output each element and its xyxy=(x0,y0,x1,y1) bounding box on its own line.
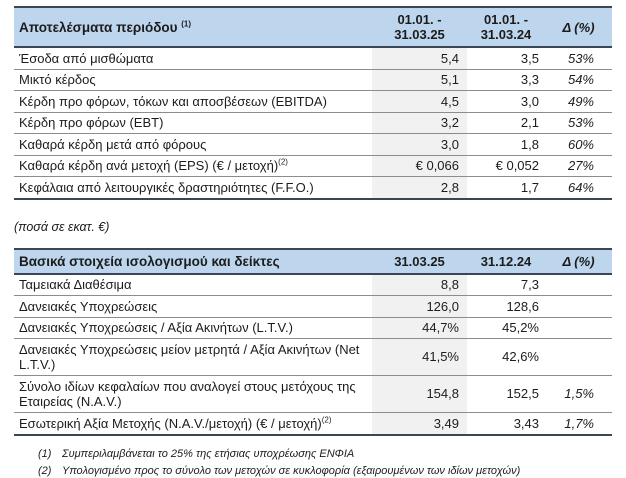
table-row xyxy=(14,69,612,91)
value-prior: 42,6% xyxy=(467,339,545,376)
column-header-current-date: 31.03.25 xyxy=(372,249,467,274)
table-row xyxy=(14,296,612,318)
value-current: 126,0 xyxy=(372,296,467,318)
value-delta: 60% xyxy=(545,134,612,156)
table-row xyxy=(14,274,612,296)
value-delta: 49% xyxy=(545,91,612,113)
table-row xyxy=(14,134,612,156)
value-delta: 64% xyxy=(545,177,612,199)
period-results-body xyxy=(14,47,612,199)
table-row xyxy=(14,339,612,376)
row-label: Σύνολο ιδίων κεφαλαίων που αναλογεί στους μετόχους της Εταιρείας (N.A.V.) xyxy=(14,376,372,413)
value-delta xyxy=(545,317,612,339)
footnote-ref: (2) xyxy=(278,157,288,167)
row-label: Κέρδη προ φόρων (EBT) xyxy=(14,112,372,134)
value-current: 3,0 xyxy=(372,134,467,156)
value-current: 2,8 xyxy=(372,177,467,199)
table-header-row xyxy=(14,7,612,47)
row-label: Εσωτερική Αξία Μετοχής (N.A.V./μετοχή) (€ / μετοχή)$^{(2)}$ xyxy=(14,413,372,435)
value-current: 41,5% xyxy=(372,339,467,376)
footnote-marker: (1) xyxy=(38,447,52,460)
value-delta: 53% xyxy=(545,47,612,69)
value-delta: 54% xyxy=(545,69,612,91)
table-row xyxy=(14,413,612,435)
row-label: Κεφάλαια από λειτουργικές δραστηριότητες (F.F.O.) xyxy=(14,177,372,199)
row-label: Κέρδη προ φόρων, τόκων και αποσβέσεων (EBITDA) xyxy=(14,91,372,113)
value-prior: € 0,052 xyxy=(467,155,545,177)
table-row xyxy=(14,47,612,69)
footnote-ref: (2) xyxy=(321,415,332,425)
value-delta xyxy=(545,274,612,296)
balance-sheet-table xyxy=(14,248,612,436)
value-current: 3,2 xyxy=(372,112,467,134)
units-note: (ποσά σε εκατ. €) xyxy=(14,219,110,234)
value-delta: 27% xyxy=(545,155,612,177)
value-prior: 2,1 xyxy=(467,112,545,134)
value-delta: 1,5% xyxy=(545,376,612,413)
value-prior: 1,8 xyxy=(467,134,545,156)
value-prior: 152,5 xyxy=(467,376,545,413)
footnote-1 xyxy=(38,448,626,461)
column-header-delta: Δ (%) xyxy=(545,7,612,47)
value-current: 5,1 xyxy=(372,69,467,91)
value-prior: 45,2% xyxy=(467,317,545,339)
value-current: 154,8 xyxy=(372,376,467,413)
row-label: Έσοδα από μισθώματα xyxy=(14,47,372,69)
row-label: Δανειακές Υποχρεώσεις / Αξία Ακινήτων (L.T.V.) xyxy=(14,317,372,339)
row-label: Δανειακές Υποχρεώσεις xyxy=(14,296,372,318)
value-prior: 3,3 xyxy=(467,69,545,91)
column-header-prior-date: 31.12.24 xyxy=(467,249,545,274)
balance-sheet-body xyxy=(14,274,612,435)
footnote-2 xyxy=(38,465,626,478)
footnote-ref-1: (1) xyxy=(181,19,192,28)
table-row xyxy=(14,376,612,413)
period-results-table xyxy=(14,6,612,200)
table-title: Βασικά στοιχεία ισολογισμού και δείκτες xyxy=(14,249,372,274)
column-header-current-period: 01.01. - 31.03.25 xyxy=(372,7,467,47)
value-delta xyxy=(545,296,612,318)
value-prior: 1,7 xyxy=(467,177,545,199)
footnote-text: Υπολογισμένο προς το σύνολο των μετοχών σε κυκλοφορία (εξαιρουμένων των ιδίων μετοχών) xyxy=(62,464,521,477)
column-header-delta: Δ (%) xyxy=(545,249,612,274)
value-delta: 53% xyxy=(545,112,612,134)
value-current: 8,8 xyxy=(372,274,467,296)
table-row xyxy=(14,177,612,199)
table-row xyxy=(14,112,612,134)
footnotes xyxy=(38,448,626,478)
value-delta: 1,7% xyxy=(545,413,612,435)
value-prior: 3,0 xyxy=(467,91,545,113)
table-header-row xyxy=(14,249,612,274)
footnote-marker: (2) xyxy=(38,464,52,477)
value-delta xyxy=(545,339,612,376)
row-label: Μικτό κέρδος xyxy=(14,69,372,91)
value-current: 5,4 xyxy=(372,47,467,69)
value-current: 44,7% xyxy=(372,317,467,339)
footnote-text: Συμπεριλαμβάνεται το 25% της ετήσιας υποχρέωσης ΕΝΦΙΑ xyxy=(62,447,355,460)
row-label: Καθαρά κέρδη ανά μετοχή (EPS) (€ / μετοχή)$^{(2)}$ xyxy=(14,155,372,177)
value-prior: 7,3 xyxy=(467,274,545,296)
table-row xyxy=(14,91,612,113)
value-prior: 3,43 xyxy=(467,413,545,435)
row-label: Καθαρά κέρδη μετά από φόρους xyxy=(14,134,372,156)
table-title xyxy=(14,7,372,47)
row-label: Δανειακές Υποχρεώσεις μείον μετρητά / Αξία Ακινήτων (Net L.T.V.) xyxy=(14,339,372,376)
row-label: Ταμειακά Διαθέσιμα xyxy=(14,274,372,296)
table-row xyxy=(14,155,612,177)
value-prior: 128,6 xyxy=(467,296,545,318)
value-prior: 3,5 xyxy=(467,47,545,69)
value-current: € 0,066 xyxy=(372,155,467,177)
table-title-text: Αποτελέσματα περιόδου xyxy=(19,19,182,35)
value-current: 4,5 xyxy=(372,91,467,113)
column-header-prior-period: 01.01. - 31.03.24 xyxy=(467,7,545,47)
table-row xyxy=(14,317,612,339)
value-current: 3,49 xyxy=(372,413,467,435)
